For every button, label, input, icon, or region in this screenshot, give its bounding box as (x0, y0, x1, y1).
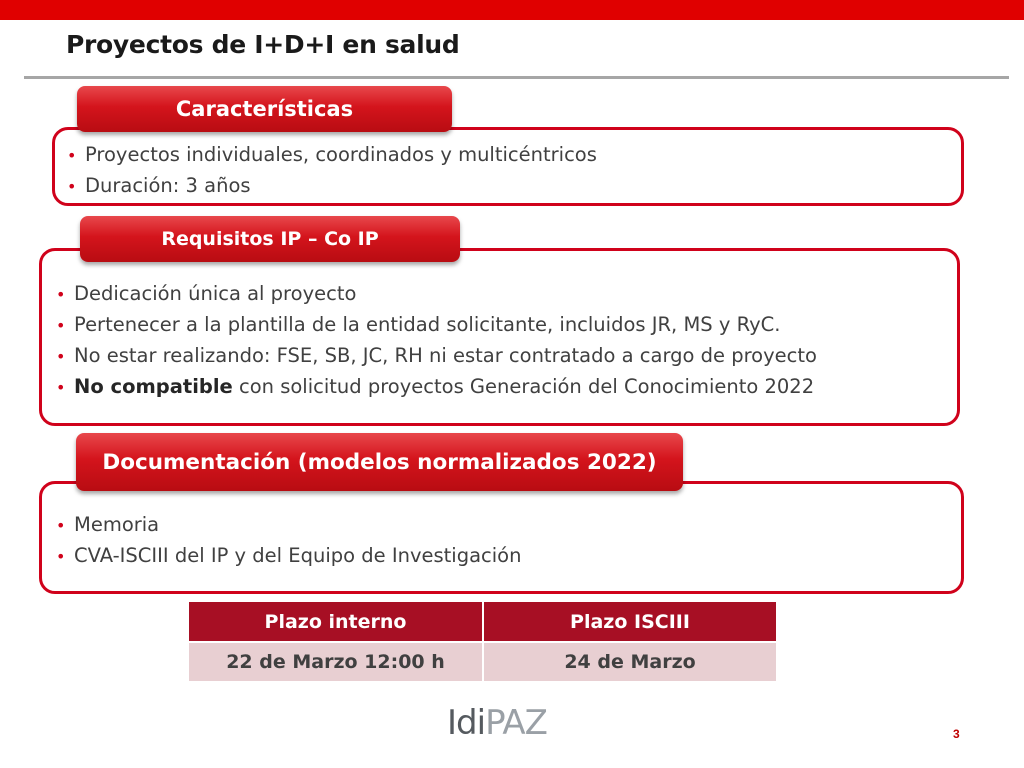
table-header-cell: Plazo interno (189, 602, 483, 642)
idipaz-logo: IdiPAZ (447, 703, 547, 743)
bullet-icon: • (56, 285, 66, 304)
requisitos-box (39, 248, 960, 426)
list-item: • No estar realizando: FSE, SB, JC, RH ni estar contratado a cargo de proyecto (56, 341, 957, 372)
table-row (189, 642, 776, 681)
list-item: • Duración: 3 años (67, 171, 961, 202)
caracteristicas-tab: Características (77, 86, 452, 132)
table-cell: 22 de Marzo 12:00 h (189, 642, 483, 681)
page-title: Proyectos de I+D+I en salud (66, 30, 460, 59)
bullet-icon: • (56, 378, 66, 397)
bullet-icon: • (56, 316, 66, 335)
table-header-cell: Plazo ISCIII (483, 602, 776, 642)
caracteristicas-box (52, 127, 964, 206)
documentacion-list (56, 510, 961, 572)
bullet-icon: • (56, 347, 66, 366)
deadlines-table (189, 602, 776, 681)
documentacion-box (39, 481, 964, 594)
list-item: • CVA-ISCIII del IP y del Equipo de Investigación (56, 541, 961, 572)
bullet-icon: • (67, 177, 77, 196)
requisitos-tab: Requisitos IP – Co IP (80, 216, 460, 262)
list-item: • No compatible con solicitud proyectos Generación del Conocimiento 2022 (56, 372, 957, 403)
list-item: • Pertenecer a la plantilla de la entidad solicitante, incluidos JR, MS y RyC. (56, 310, 957, 341)
list-item: • Memoria (56, 510, 961, 541)
list-item: • Proyectos individuales, coordinados y multicéntricos (67, 140, 961, 171)
documentacion-tab: Documentación (modelos normalizados 2022) (76, 433, 683, 491)
table-cell: 24 de Marzo (483, 642, 776, 681)
table-header-row (189, 602, 776, 642)
requisitos-list (56, 279, 957, 403)
list-item: • Dedicación única al proyecto (56, 279, 957, 310)
top-accent-bar (0, 0, 1024, 20)
bullet-icon: • (56, 547, 66, 566)
title-divider (24, 76, 1009, 79)
page-number: 3 (953, 727, 960, 741)
caracteristicas-list (67, 140, 961, 202)
bullet-icon: • (67, 146, 77, 165)
bullet-icon: • (56, 516, 66, 535)
